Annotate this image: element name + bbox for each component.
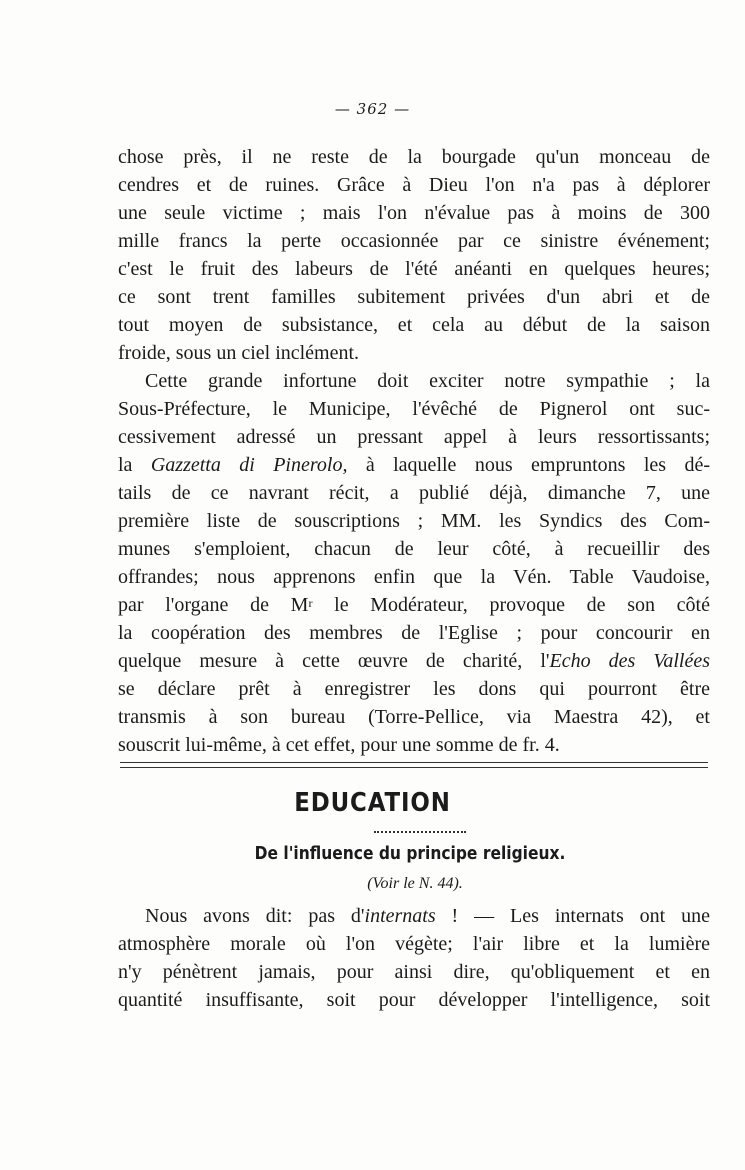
title-ornament-rule [374, 831, 466, 833]
paragraph-line: Cette grande infortune doit exciter notre sympathie ; la [145, 370, 710, 392]
text-span: par l'organe de M [118, 594, 309, 616]
superscript: r [308, 596, 313, 610]
section-separator [120, 762, 708, 768]
text-span: quelque mesure à cette œuvre de charité, l' [118, 650, 550, 672]
newspaper-title: Echo des Vallées [549, 650, 710, 672]
paragraph-line: souscrit lui-même, à cet effet, pour une somme de fr. 4. [118, 734, 560, 756]
text-span: la [118, 454, 151, 476]
text-span: à laquelle nous empruntons les dé- [347, 454, 710, 476]
section-title: EDUCATION [294, 788, 451, 818]
paragraph-line: première liste de souscriptions ; MM. les Syndics des Com- [118, 510, 710, 532]
paragraph-line: tails de ce navrant récit, a publié déjà, dimanche 7, une [118, 482, 710, 504]
text-span: le Modérateur, provoque de son côté [312, 594, 710, 616]
newspaper-title: Gazzetta di Pinerolo, [150, 454, 348, 476]
paragraph-line: transmis à son bureau (Torre-Pellice, via Maestra 42), et [118, 706, 710, 728]
paragraph-line: froide, sous un ciel inclément. [118, 342, 360, 364]
paragraph-line: cendres et de ruines. Grâce à Dieu l'on n'a pas à déplorer [118, 174, 710, 196]
text-span: ! — Les internats ont une [435, 905, 711, 927]
paragraph-line: n'y pénètrent jamais, pour ainsi dire, qu'obliquement et en [118, 961, 710, 983]
paragraph-line: tout moyen de subsistance, et cela au début de la saison [118, 314, 710, 336]
paragraph-line: munes s'emploient, chacun de leur côté, à recueillir des [118, 538, 710, 560]
section-reference: (Voir le N. 44). [367, 875, 463, 892]
paragraph-line: atmosphère morale où l'on végète; l'air libre et la lumière [118, 933, 710, 955]
paragraph-line: se déclare prêt à enregistrer les dons qui pourront être [118, 678, 710, 700]
paragraph-line [118, 591, 710, 619]
section-subtitle: De l'influence du principe religieux. [254, 843, 566, 864]
paragraph-line: la coopération des membres de l'Eglise ; pour concourir en [118, 622, 710, 644]
paragraph-line: c'est le fruit des labeurs de l'été anéanti en quelques heures; [118, 258, 710, 280]
emphasis: internats [364, 905, 436, 927]
paragraph-line: mille francs la perte occasionnée par ce sinistre événement; [118, 230, 710, 252]
paragraph-line: quantité insuffisante, soit pour développer l'intelligence, soit [118, 989, 710, 1011]
paragraph-line: offrandes; nous apprenons enfin que la Vén. Table Vaudoise, [118, 566, 710, 588]
paragraph-line: Sous-Préfecture, le Municipe, l'évêché de Pignerol ont suc- [118, 398, 710, 420]
page-number: — 362 — [334, 100, 411, 118]
paragraph-line: cessivement adressé un pressant appel à leurs ressortissants; [118, 426, 710, 448]
paragraph-line: une seule victime ; mais l'on n'évalue pas à moins de 300 [118, 202, 710, 224]
text-span: Nous avons dit: pas d' [145, 905, 365, 927]
paragraph-line [118, 451, 710, 479]
paragraph-line [145, 902, 710, 930]
paragraph-line: chose près, il ne reste de la bourgade qu'un monceau de [118, 146, 710, 168]
paragraph-line [118, 647, 710, 675]
paragraph-line: ce sont trent familles subitement privées d'un abri et de [118, 286, 710, 308]
